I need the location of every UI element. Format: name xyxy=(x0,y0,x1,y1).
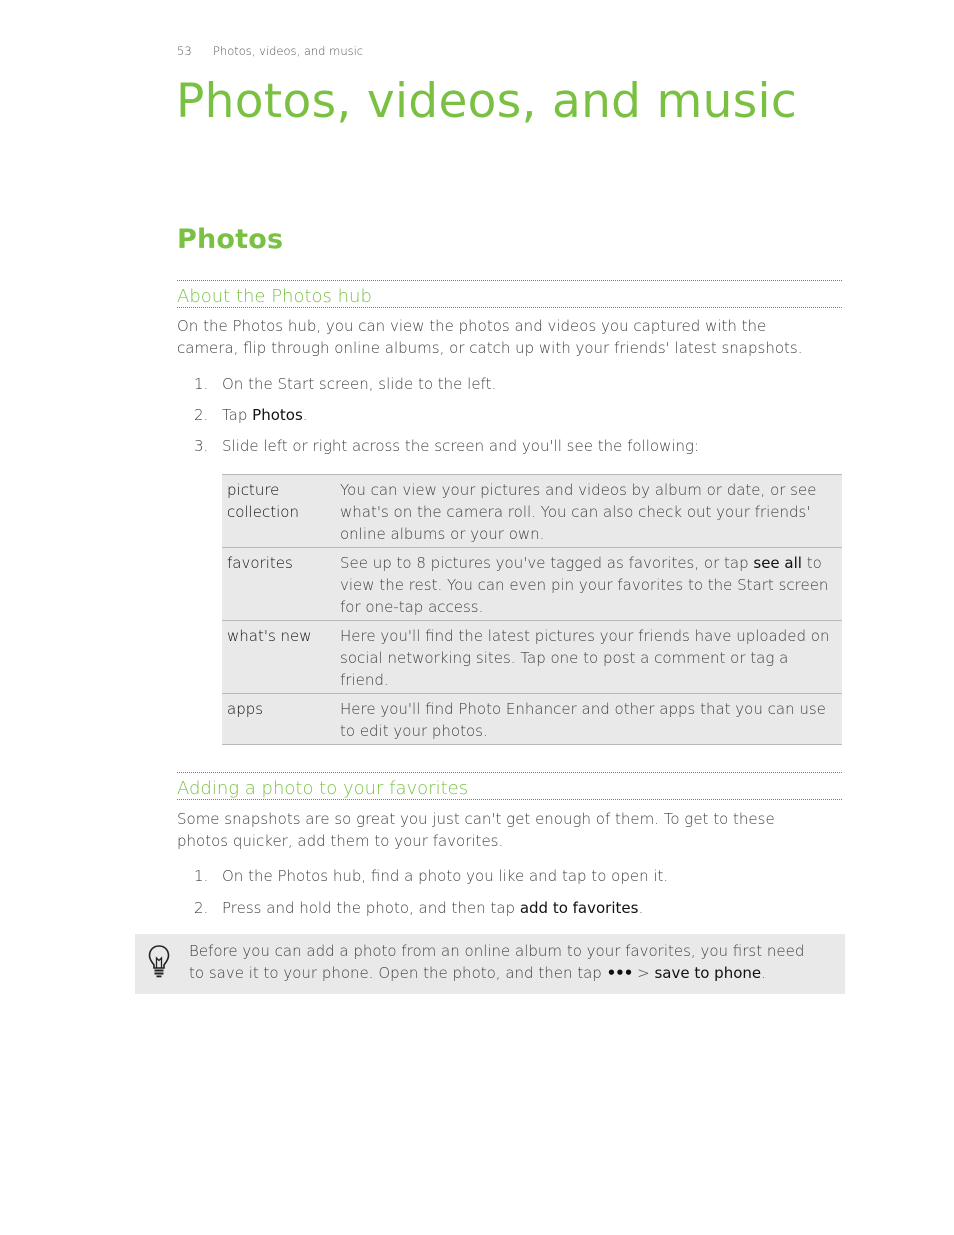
step-text-pre: Tap xyxy=(222,406,253,424)
favorites-intro-paragraph xyxy=(177,808,842,852)
table-description: You can view your pictures and videos by album or date, or see what's on the camera roll. You can also check out your friends' online albums or your own. xyxy=(340,481,817,543)
table-description-pre: See up to 8 pictures you've tagged as favorites, or tap xyxy=(340,554,754,572)
section-title: Photos xyxy=(177,224,284,255)
table-term: apps xyxy=(227,700,264,718)
more-dots-icon: ••• xyxy=(606,964,633,982)
photos-tile-label: Photos xyxy=(252,406,303,424)
add-to-favorites-label: add to favorites xyxy=(519,899,639,917)
table-term: favorites xyxy=(227,554,293,572)
about-intro-line-2: camera, flip through online albums, or catch up with your friends' latest snapshots. xyxy=(177,339,803,357)
table-description xyxy=(340,548,842,621)
save-to-phone-label: save to phone xyxy=(654,964,762,982)
subheading-about-photos-hub xyxy=(177,280,842,308)
table-row xyxy=(222,694,842,745)
table-term: what's new xyxy=(227,627,312,645)
table-row xyxy=(222,475,842,548)
table-description: Here you'll find the latest pictures your friends have uploaded on social networking sites. Tap one to post a comment or tag a friend. xyxy=(340,627,830,689)
page-number: 53 xyxy=(177,44,192,58)
tip-line-2 xyxy=(189,962,829,984)
photos-hub-table xyxy=(222,474,842,745)
step-text: Slide left or right across the screen and you'll see the following: xyxy=(222,437,700,455)
step-number: 1. xyxy=(194,867,209,885)
tip-line-1: Before you can add a photo from an online album to your favorites, you first need xyxy=(189,942,805,960)
table-term: picture collection xyxy=(227,481,299,521)
subheading-text: About the Photos hub xyxy=(177,286,372,307)
lightbulb-icon xyxy=(147,944,171,982)
step-text-post: . xyxy=(638,899,644,917)
favorites-intro-line-2: photos quicker, add them to your favorites. xyxy=(177,832,504,850)
see-all-label: see all xyxy=(753,554,802,572)
step-text-post: . xyxy=(302,406,308,424)
tip-line-2-post: . xyxy=(761,964,766,982)
step-number: 1. xyxy=(194,375,209,393)
about-intro-line-1: On the Photos hub, you can view the photos and videos you captured with the xyxy=(177,317,767,335)
step-text-pre: Press and hold the photo, and then tap xyxy=(222,899,520,917)
subheading-text: Adding a photo to your favorites xyxy=(177,778,469,799)
subheading-adding-to-favorites xyxy=(177,772,842,800)
table-description: Here you'll find Photo Enhancer and other apps that you can use to edit your photos. xyxy=(340,700,826,740)
step-number: 3. xyxy=(194,437,209,455)
step-number: 2. xyxy=(194,406,209,424)
step-text xyxy=(222,897,842,919)
running-header-title: Photos, videos, and music xyxy=(213,44,364,58)
chapter-title: Photos, videos, and music xyxy=(176,74,798,129)
tip-box xyxy=(135,934,845,994)
step-text xyxy=(222,404,842,426)
table-description-post: to view the rest. You can even pin your favorites to the Start screen for one-tap access. xyxy=(340,554,829,616)
table-row xyxy=(222,621,842,694)
step-number: 2. xyxy=(194,899,209,917)
step-text: On the Photos hub, find a photo you like and tap to open it. xyxy=(222,867,669,885)
running-header xyxy=(177,44,363,58)
tip-separator: > xyxy=(632,964,655,982)
step-text: On the Start screen, slide to the left. xyxy=(222,375,497,393)
tip-text xyxy=(189,940,829,984)
favorites-intro-line-1: Some snapshots are so great you just can't get enough of them. To get to these xyxy=(177,810,775,828)
about-intro-paragraph xyxy=(177,315,842,359)
tip-line-2-pre: to save it to your phone. Open the photo, and then tap xyxy=(189,964,607,982)
table-row xyxy=(222,548,842,621)
